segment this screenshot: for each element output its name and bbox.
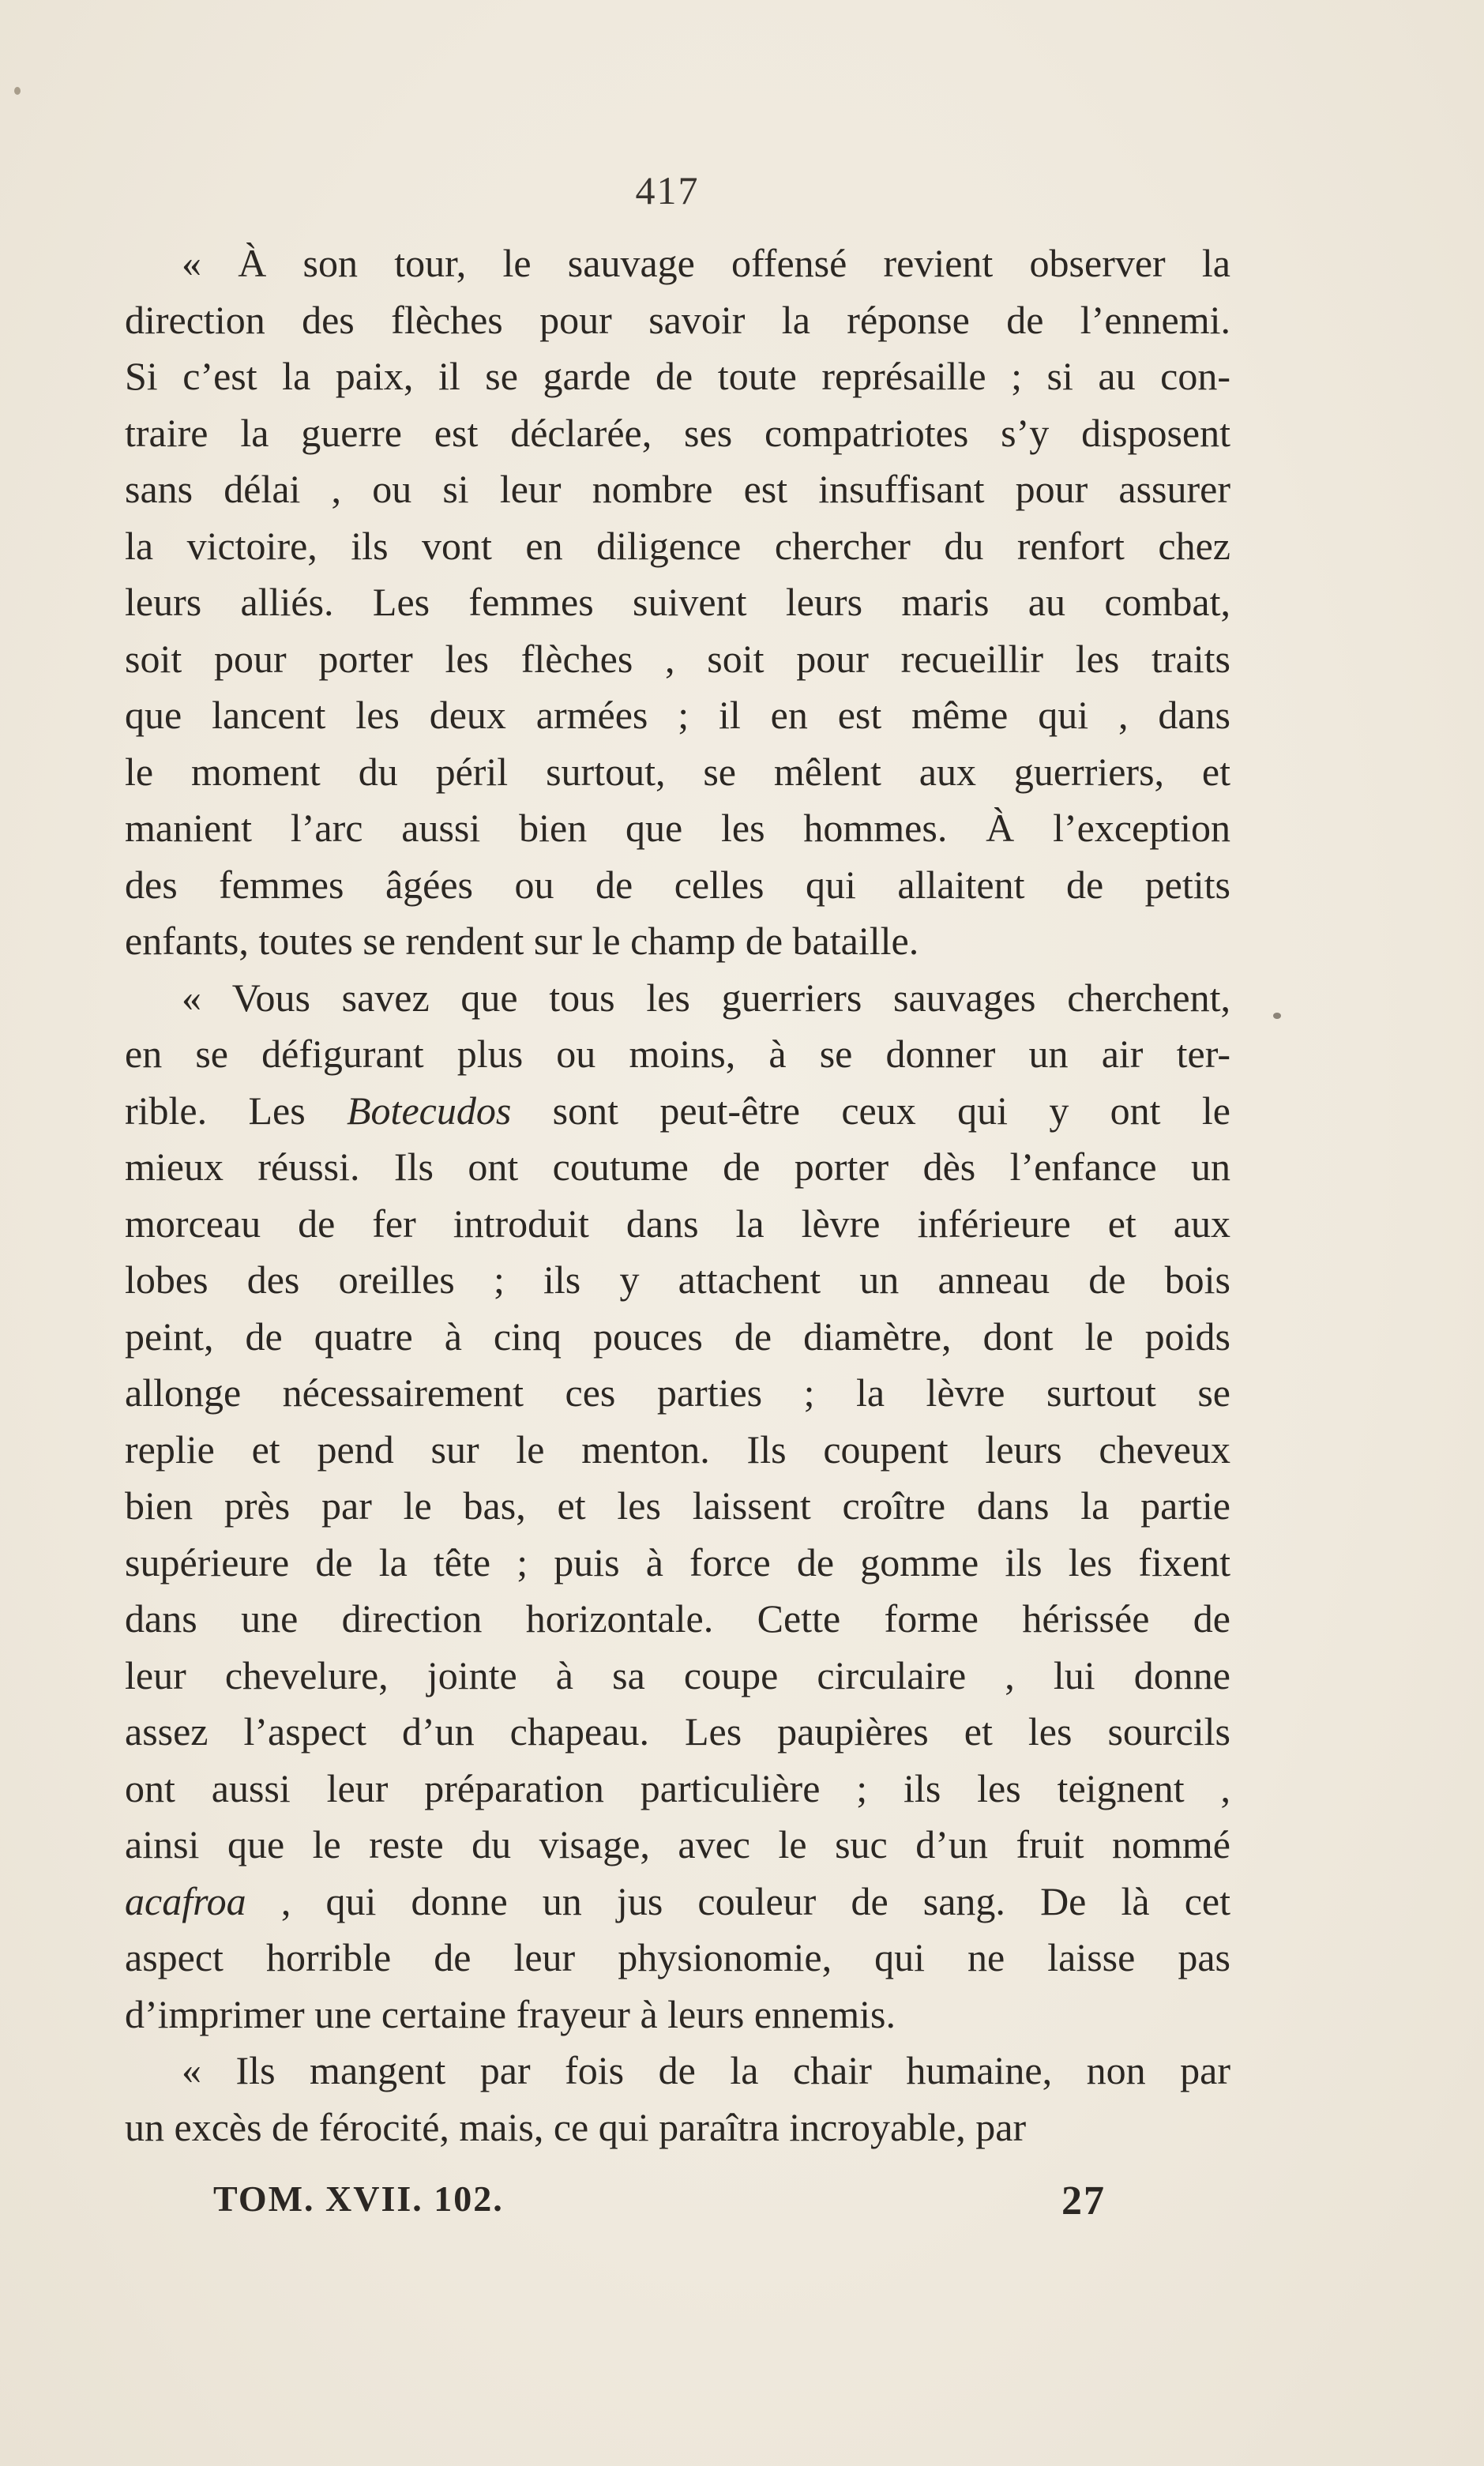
text-line: des femmes âgées ou de celles qui allaitent de petits: [125, 862, 1230, 907]
text-line: que lancent les deux armées ; il en est même qui , dans: [125, 693, 1230, 737]
gathering-number: 27: [1061, 2178, 1106, 2224]
signature-line: [213, 2178, 1106, 2224]
text-line: enfants, toutes se rendent sur le champ de bataille.: [125, 919, 919, 963]
text-line: un excès de férocité, mais, ce qui paraîtra incroyable, par: [125, 2104, 1027, 2149]
text-line: en se défigurant plus ou moins, à se donner un air ter-: [125, 1032, 1230, 1076]
text-line: Si c’est la paix, il se garde de toute représaille ; si au con-: [125, 354, 1230, 398]
text-line: morceau de fer introduit dans la lèvre inférieure et aux: [125, 1201, 1230, 1246]
text-line: peint, de quatre à cinq pouces de diamètre, dont le poids: [125, 1314, 1230, 1359]
text-line: dans une direction horizontale. Cette forme hérissée de: [125, 1596, 1230, 1641]
text-line: « À son tour, le sauvage offensé revient observer la: [182, 241, 1230, 285]
text-line: manient l’arc aussi bien que les hommes. À l’exception: [125, 806, 1230, 850]
text-line: traire la guerre est déclarée, ses compatriotes s’y disposent: [125, 410, 1230, 455]
text-line: allonge nécessairement ces parties ; la lèvre surtout se: [125, 1370, 1230, 1415]
text-line: rible. Les Botecudos sont peut-être ceux qui y ont le: [125, 1088, 1230, 1133]
body-text: [125, 235, 1230, 2156]
text-line: ainsi que le reste du visage, avec le suc d’un fruit nommé: [125, 1822, 1230, 1866]
text-line: bien près par le bas, et les laissent croître dans la partie: [125, 1483, 1230, 1528]
text-line: replie et pend sur le menton. Ils coupent leurs cheveux: [125, 1427, 1230, 1472]
text-line: supérieure de la tête ; puis à force de gomme ils les fixent: [125, 1539, 1230, 1584]
text-line: ont aussi leur préparation particulière ; ils les teignent ,: [125, 1765, 1230, 1810]
text-line: « Ils mangent par fois de la chair humaine, non par: [182, 2048, 1230, 2092]
text-line: leur chevelure, jointe à sa coupe circulaire , lui donne: [125, 1652, 1230, 1697]
text-line: sans délai , ou si leur nombre est insuffisant pour assurer: [125, 467, 1230, 511]
text-line: assez l’aspect d’un chapeau. Les paupières et les sourcils: [125, 1709, 1230, 1754]
text-line: soit pour porter les flèches , soit pour recueillir les traits: [125, 636, 1230, 681]
text-line: direction des flèches pour savoir la réponse de l’ennemi.: [125, 297, 1230, 342]
text-line: acafroa , qui donne un jus couleur de sang. De là cet: [125, 1878, 1230, 1923]
text-line: la victoire, ils vont en diligence chercher du renfort chez: [125, 523, 1230, 568]
margin-mark: [1273, 1013, 1281, 1019]
text-line: lobes des oreilles ; ils y attachent un anneau de bois: [125, 1257, 1230, 1302]
page-number: 417: [635, 168, 700, 212]
paper-speck: [14, 87, 21, 95]
text-line: le moment du péril surtout, se mêlent aux guerriers, et: [125, 749, 1230, 794]
text-line: aspect horrible de leur physionomie, qui ne laisse pas: [125, 1935, 1230, 1979]
text-line: « Vous savez que tous les guerriers sauvages cherchent,: [182, 975, 1230, 1020]
text-line: leurs alliés. Les femmes suivent leurs maris au combat,: [125, 580, 1230, 624]
volume-signature: TOM. XVII. 102.: [213, 2178, 504, 2219]
text-line: d’imprimer une certaine frayeur à leurs ennemis.: [125, 1991, 896, 2036]
text-line: mieux réussi. Ils ont coutume de porter dès l’enfance un: [125, 1145, 1230, 1189]
